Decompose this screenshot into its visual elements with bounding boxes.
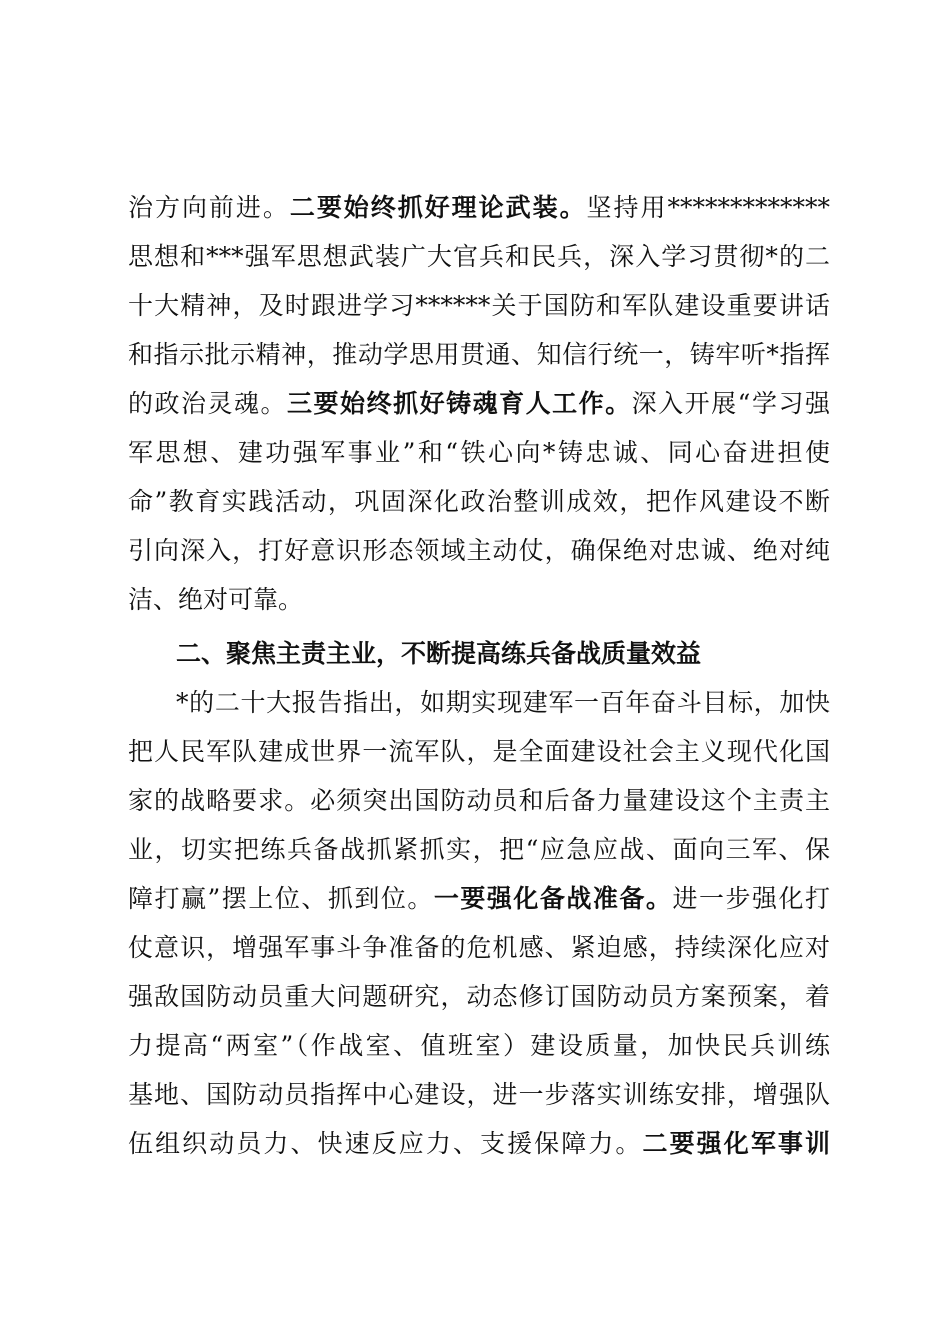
paragraph-line: 引向深入，打好意识形态领域主动仗，确保绝对忠诚、绝对纯 (128, 536, 830, 565)
bold-point-text: 一要强化备战准备。 (433, 884, 673, 913)
body-text: 进一步强化打 (672, 884, 830, 913)
bold-point-text: 二要强化军事训 (642, 1129, 830, 1158)
paragraph-line: 仗意识，增强军事斗争准备的危机感、紧迫感，持续深化应对 (128, 933, 830, 962)
body-text: 伍组织动员力、快速反应力、支援保障力。 (128, 1129, 643, 1158)
paragraph-line: 力提高“两室”（作战室、值班室）建设质量，加快民兵训练 (128, 1031, 830, 1060)
paragraph-line: 十大精神，及时跟进学习******关于国防和军队建设重要讲话 (128, 291, 830, 320)
paragraph-line (128, 1124, 830, 1164)
paragraph-line: 军思想、建功强军事业”和“铁心向*铸忠诚、同心奋进担使 (128, 438, 830, 467)
paragraph-line: 把人民军队建成世界一流军队，是全面建设社会主义现代化国 (128, 737, 830, 766)
paragraph-line: 业，切实把练兵备战抓紧抓实，把“应急应战、面向三军、保 (128, 835, 830, 864)
bold-point-text: 三要始终抓好铸魂育人工作。 (287, 389, 632, 418)
paragraph-line: 洁、绝对可靠。 (128, 585, 304, 614)
body-text: 治方向前进。 (128, 193, 290, 222)
paragraph-line: 和指示批示精神，推动学思用贯通、知信行统一，铸牢听*指挥 (128, 340, 830, 369)
paragraph-line: 命”教育实践活动，巩固深化政治整训成效，把作风建设不断 (128, 487, 830, 516)
body-text: 障打赢”摆上位、抓到位。 (128, 884, 434, 913)
bold-point-text: 二要始终抓好理论武装。 (289, 193, 587, 222)
paragraph-line (128, 384, 830, 424)
paragraph-line: 强敌国防动员重大问题研究，动态修订国防动员方案预案，着 (128, 982, 830, 1011)
paragraph-line (128, 879, 830, 919)
body-text: 的政治灵魂。 (128, 389, 288, 418)
paragraph-line (128, 188, 830, 228)
paragraph-line: *的二十大报告指出，如期实现建军一百年奋斗目标，加快 (176, 688, 830, 717)
body-text: 深入开展“学习强 (631, 389, 830, 418)
paragraph-line: 基地、国防动员指挥中心建设，进一步落实训练安排，增强队 (128, 1080, 830, 1109)
section-heading: 二、聚焦主责主业，不断提高练兵备战质量效益 (176, 639, 702, 668)
body-text: 坚持用************* (586, 193, 830, 222)
paragraph-line: 家的战略要求。必须突出国防动员和后备力量建设这个主责主 (128, 786, 830, 815)
paragraph-line: 思想和***强军思想武装广大官兵和民兵，深入学习贯彻*的二 (128, 242, 830, 271)
